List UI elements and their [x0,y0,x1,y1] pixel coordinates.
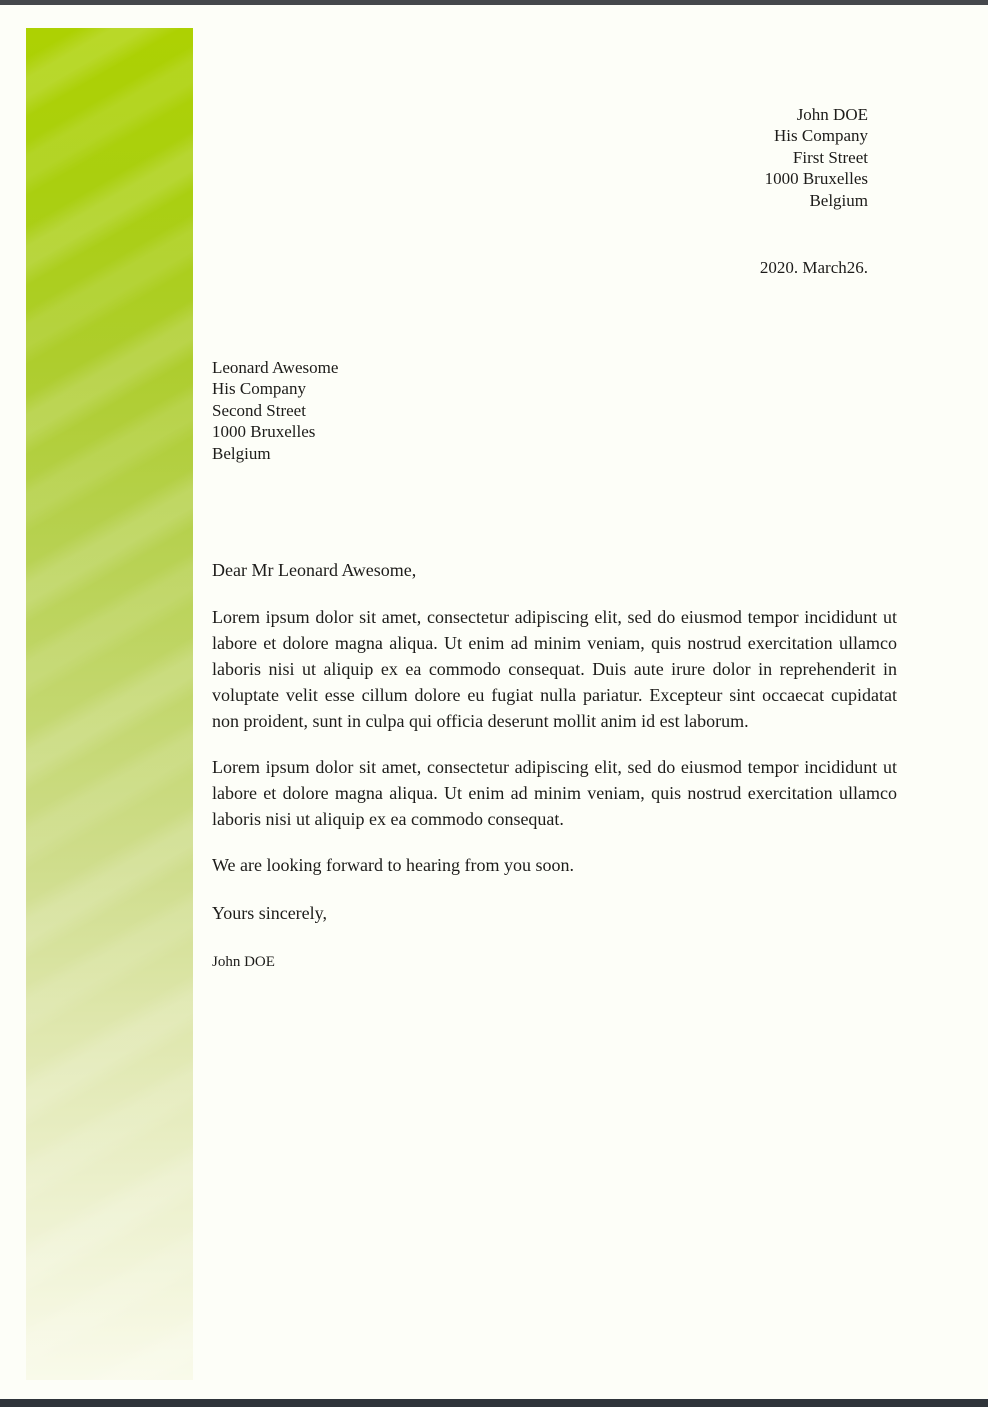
sender-street: First Street [792,147,868,167]
recipient-city: 1000 Bruxelles [212,422,316,442]
closing-line: We are looking forward to hearing from you soon. [212,855,574,875]
bottom-edge-bar [0,1399,988,1407]
recipient-name: Leonard Awesome [212,358,339,377]
salutation: Dear Mr Leonard Awesome, [212,560,417,580]
letter-body [212,557,897,975]
signature-name: John DOE [212,954,275,970]
body-paragraph-1: Lorem ipsum dolor sit amet, consectetur adipiscing elit, sed do eiusmod tempor incididunt ut labore et dolore magna aliqua. Ut enim ad minim veniam, quis nostrud exercitation ullamco laboris nisi ut aliquip ex ea commodo consequat. Duis aute irure dolor in reprehenderit in voluptate velit esse cillum dolore eu fugiat nulla pariatur. Excepteur sint occaecat cupidatat non proident, sunt in culpa qui officia deserunt mollit anim id est laborum. [212,607,897,731]
sender-city: 1000 Bruxelles [764,169,868,189]
sender-address-block [765,104,868,211]
sender-name: John DOE [796,105,868,124]
sender-company: His Company [774,126,868,146]
accent-gradient-sidebar [26,28,193,1380]
valediction: Yours sincerely, [212,903,327,923]
sender-country: Belgium [809,190,868,210]
body-paragraph-2: Lorem ipsum dolor sit amet, consectetur adipiscing elit, sed do eiusmod tempor incididunt ut labore et dolore magna aliqua. Ut enim ad minim veniam, quis nostrud exercitation ullamco laboris nisi ut aliquip ex ea commodo consequat. [212,757,897,829]
recipient-street: Second Street [212,400,306,420]
recipient-country: Belgium [212,443,271,463]
letter-date: 2020. March26. [759,258,868,277]
recipient-address-block [212,357,338,464]
recipient-company: His Company [212,379,306,399]
top-edge-bar [0,0,988,5]
